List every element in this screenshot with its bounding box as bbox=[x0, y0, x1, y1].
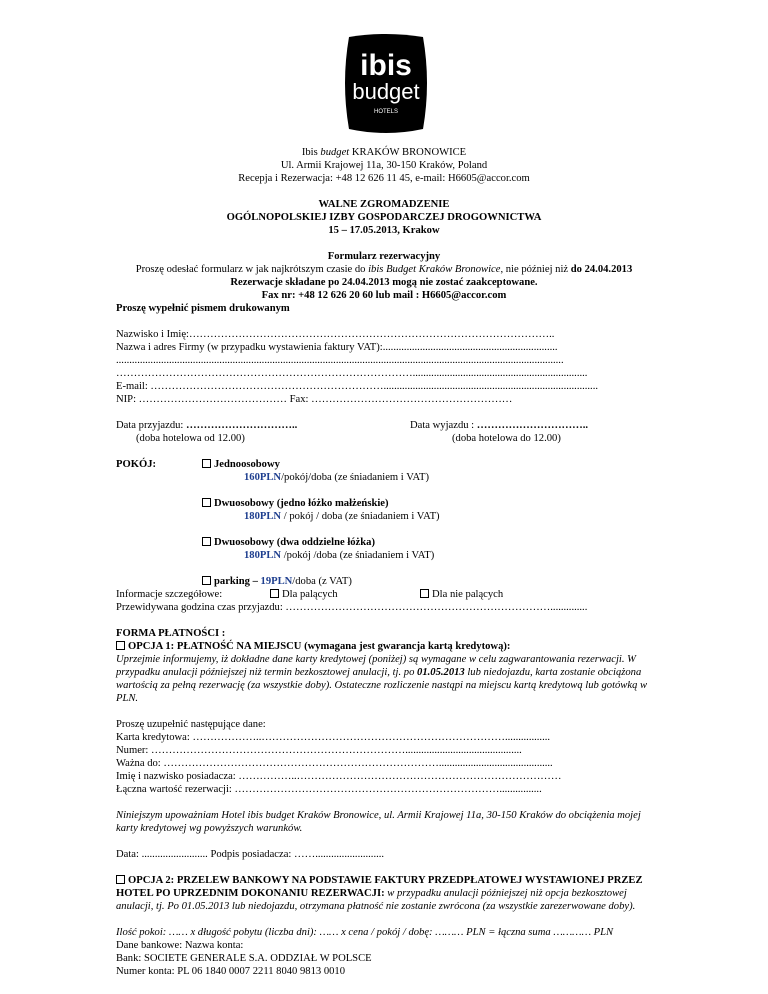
checkbox-icon[interactable] bbox=[202, 498, 211, 507]
room-double-one-bed-price: 180PLN / pokój / doba (ze śniadaniem i VAT) bbox=[244, 511, 440, 522]
departure-date-field[interactable]: Data wyjazdu : ………………………….. bbox=[410, 420, 589, 431]
room-label: POKÓJ: bbox=[116, 459, 157, 470]
arrival-time-field[interactable]: Przewidywana godzina czas przyjazdu: ………………………………………………………………….............. bbox=[116, 602, 588, 613]
details-label: Informacje szczegółowe: bbox=[116, 589, 223, 600]
card-holder-field[interactable]: Imię i nazwisko posiadacza: ……………..………………………………………………………………… bbox=[116, 771, 562, 782]
late-booking-note: Rezerwacje składane po 24.04.2013 mogą nie zostać zaakceptowane. bbox=[230, 277, 538, 288]
cost-calculation[interactable]: Ilość pokoi: …… x długość pobytu (liczba dni): …… x cena / pokój / dobę: ……… PLN = łączna suma ………… PLN bbox=[116, 927, 614, 938]
room-single-price: 160PLN/pokój/doba (ze śniadaniem i VAT) bbox=[244, 472, 429, 483]
event-dates: 15 – 17.05.2013, Krakow bbox=[328, 225, 440, 236]
payment-option-2[interactable]: OPCJA 2: PRZELEW BANKOWY NA PODSTAWIE FAKTURY PRZEDPŁATOWEJ WYSTAWIONEJ PRZEZ HOTEL PO UPRZEDNIM DOKONANIU REZERWACJI: w przypadku anulacji późniejszej niż opcja bezkosztowej anulacji, tj. Po 01.05.2013 lub niedojazdu, otrzymana płatność nie zostanie zwrócona (za wszystkie zarezerwowane doby). bbox=[116, 875, 643, 912]
form-title: Formularz rezerwacyjny bbox=[327, 251, 441, 262]
checkbox-icon[interactable] bbox=[420, 589, 429, 598]
event-organizer: OGÓLNOPOLSKIEJ IZBY GOSPODARCZEJ DROGOWNICTWA bbox=[226, 212, 542, 223]
bank-details-label: Dane bankowe: Nazwa konta: bbox=[116, 940, 244, 951]
option-1-description: Uprzejmie informujemy, iż dokładne dane karty kredytowej (poniżej) są wymagane w celu zagwarantowania rezerwacji. W przypadku anulacji późniejszej niż termin bezkosztowej anulacji, tj. po 01.05.2013 lub niedojazdu, karta zostanie obciążona wartością za pełną rezerwację (za wszystkie doby). Ostateczne rozliczenie nastąpi na miejscu kartą kredytową lub gotówką w PLN. bbox=[116, 654, 648, 704]
checkbox-icon[interactable] bbox=[202, 576, 211, 585]
hotel-address: Ul. Armii Krajowej 11a, 30-150 Kraków, Poland bbox=[280, 160, 488, 171]
checkbox-icon[interactable] bbox=[202, 537, 211, 546]
name-field[interactable]: Nazwisko i Imię:………………………………………………………………………………………….. bbox=[116, 329, 555, 340]
card-number-field[interactable]: Numer: ………………………………………………………………............................................ bbox=[116, 745, 522, 756]
checkbox-icon[interactable] bbox=[202, 459, 211, 468]
fill-data-label: Proszę uzupełnić następujące dane: bbox=[116, 719, 266, 730]
valid-until-field[interactable]: Ważna do: ……………………………………………………………………........................................... bbox=[116, 758, 553, 769]
company-field[interactable]: Nazwa i adres Firmy (w przypadku wystawienia faktury VAT):.................................................................. bbox=[116, 342, 558, 353]
svg-text:HOTELS: HOTELS bbox=[373, 109, 399, 115]
payment-header: FORMA PŁATNOŚCI : bbox=[116, 628, 226, 639]
nip-fax-field[interactable]: NIP: …………………………………… Fax: ………………………………………………… bbox=[116, 394, 513, 405]
fax-line: Fax nr: +48 12 626 20 60 lub mail : H6605@accor.com bbox=[261, 290, 507, 301]
smoking-option[interactable]: Dla palących bbox=[270, 588, 338, 601]
card-field[interactable]: Karta kredytowa: ………………..……………………………………………………………................. bbox=[116, 732, 551, 743]
departure-note: (doba hotelowa do 12.00) bbox=[452, 433, 561, 444]
checkbox-icon[interactable] bbox=[116, 875, 125, 884]
svg-text:ibis: ibis bbox=[360, 49, 412, 82]
room-double-two-beds-price: 180PLN /pokój /doba (ze śniadaniem i VAT) bbox=[244, 550, 435, 561]
arrival-note: (doba hotelowa od 12.00) bbox=[136, 433, 245, 444]
nonsmoking-option[interactable]: Dla nie palących bbox=[420, 588, 503, 601]
room-double-two-beds-option[interactable]: Dwuosobowy (dwa oddzielne łóżka) bbox=[202, 536, 375, 549]
hotel-name: Ibis budget KRAKÓW BRONOWICE bbox=[301, 147, 467, 158]
total-value-field[interactable]: Łączna wartość rezerwacji: …………………………………………………………………................ bbox=[116, 784, 542, 795]
hotel-contact: Recepja i Rezerwacja: +48 12 626 11 45, e-mail: H6605@accor.com bbox=[238, 173, 530, 184]
room-single-option[interactable]: Jednoosobowy bbox=[202, 458, 280, 471]
arrival-date-field[interactable]: Data przyjazdu: ………………………….. bbox=[116, 420, 298, 431]
company-field-line2[interactable]: ......................................................................................................................................................................... bbox=[116, 355, 564, 366]
company-field-line3[interactable]: ………………………………………………………………………….................................................................. bbox=[116, 368, 588, 379]
parking-option[interactable]: parking – 19PLN/doba (z VAT) bbox=[202, 575, 352, 588]
checkbox-icon[interactable] bbox=[270, 589, 279, 598]
authorization-text: Niniejszym upoważniam Hotel ibis budget Kraków Bronowice, ul. Armii Krajowej 11a, 30-150 Kraków do obciążenia mojej karty kredytowej wg powyższych warunków. bbox=[116, 810, 641, 834]
bank-name: Bank: SOCIETE GENERALE S.A. ODDZIAŁ W POLSCE bbox=[116, 953, 372, 964]
page-cutoff bbox=[0, 980, 768, 994]
account-number: Numer konta: PL 06 1840 0007 2211 8040 9813 0010 bbox=[116, 966, 346, 977]
date-signature-field[interactable]: Data: ......................... Podpis posiadacza: …….......................... bbox=[116, 849, 385, 860]
room-double-one-bed-option[interactable]: Dwuosobowy (jedno łóżko małżeńskie) bbox=[202, 497, 389, 510]
print-note: Proszę wypełnić pismem drukowanym bbox=[116, 303, 290, 314]
svg-text:budget: budget bbox=[352, 79, 420, 104]
email-field[interactable]: E-mail: …………………………………………………………................................................................................. bbox=[116, 381, 599, 392]
event-title: WALNE ZGROMADZENIE bbox=[318, 199, 450, 210]
payment-option-1[interactable]: OPCJA 1: PŁATNOŚĆ NA MIEJSCU (wymagana jest gwarancja kartą kredytową): bbox=[116, 640, 510, 653]
checkbox-icon[interactable] bbox=[116, 641, 125, 650]
ibis-budget-logo bbox=[339, 33, 433, 135]
form-intro: Proszę odesłać formularz w jak najkrótszym czasie do ibis Budget Kraków Bronowice, nie później niż do 24.04.2013 bbox=[135, 264, 633, 275]
